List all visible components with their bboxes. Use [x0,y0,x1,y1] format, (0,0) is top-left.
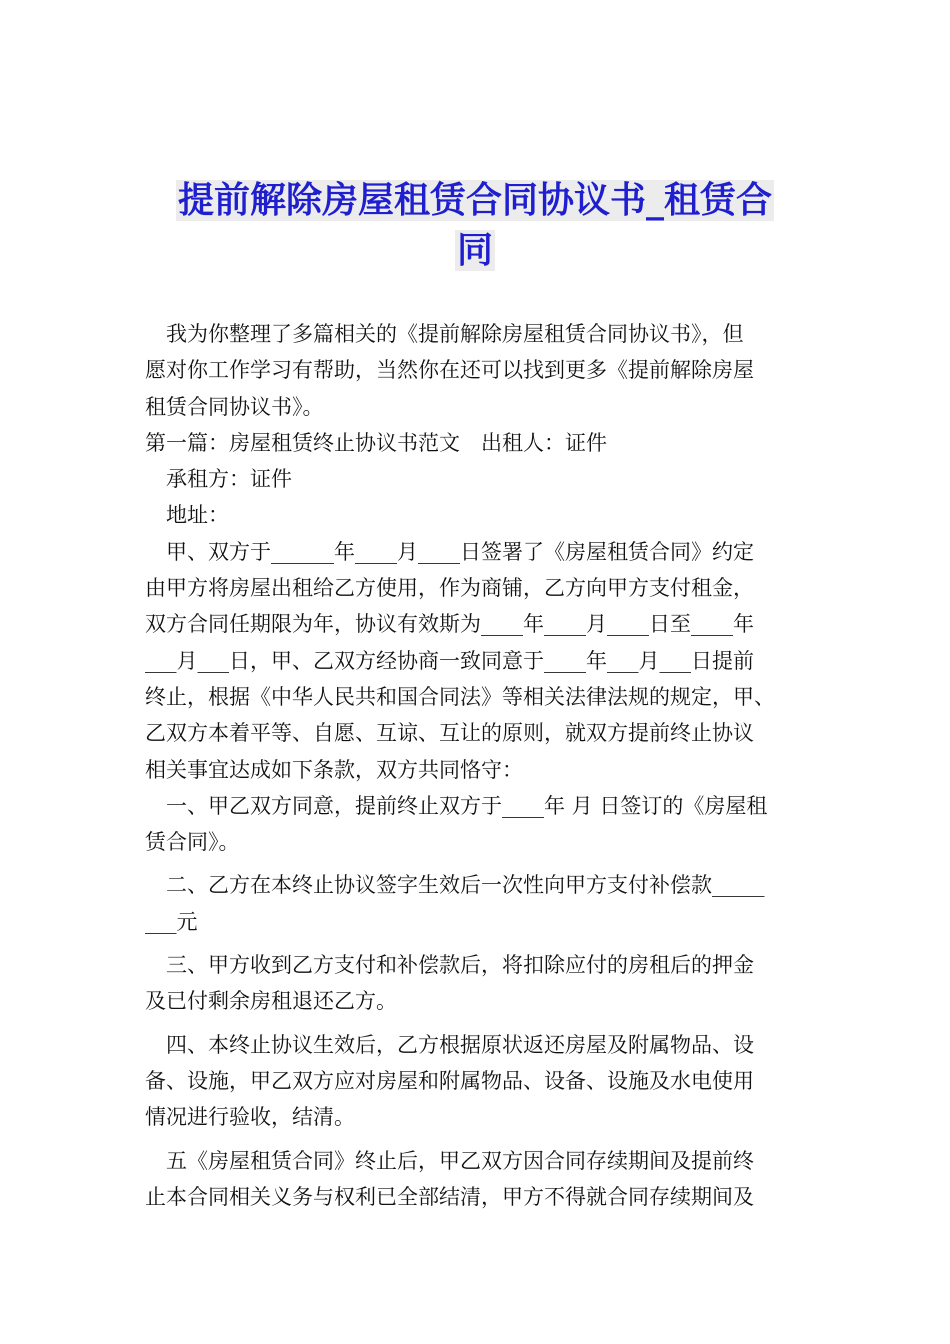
body-line: 租赁合同协议书》。 [145,394,324,419]
body-line: 第一篇：房屋租赁终止协议书范文 出租人：证件 [145,430,607,455]
body-line: 双方合同任期限为年，协议有效斯为____年____月____日至____年 [145,612,754,637]
title-line-text: 提前解除房屋租赁合同协议书_租赁合 [177,180,772,221]
body-line: 止本合同相关义务与权利已全部结清，甲方不得就合同存续期间及 [145,1184,754,1209]
body-line: 我为你整理了多篇相关的《提前解除房屋租赁合同协议书》，但 [145,322,744,346]
paragraph-gap [145,1020,805,1027]
body-line: 甲、双方于______年____月____日签署了《房屋租赁合同》约定 [145,539,754,564]
title-line [150,226,800,276]
body-line: 承租方：证件 [145,467,292,492]
paragraph-gap [145,860,805,867]
title-line-text: 同 [456,230,493,271]
paragraph-gap [145,1136,805,1143]
body-line: 备、设施，甲乙双方应对房屋和附属物品、设备、设施及水电使用 [145,1068,754,1093]
body-line: 一、甲乙双方同意，提前终止双方于____年 月 日签订的《房屋租 [145,793,768,818]
body-line: 二、乙方在本终止协议签字生效后一次性向甲方支付补偿款_____ [145,873,765,898]
body-line: 五《房屋租赁合同》终止后，甲乙双方因合同存续期间及提前终 [145,1148,754,1173]
body-line: ___月___日，甲、乙双方经协商一致同意于____年___月___日提前 [145,648,754,673]
document-body [145,316,805,1215]
body-line: 乙双方本着平等、自愿、互谅、互让的原则，就双方提前终止协议 [145,721,754,746]
body-line: 及已付剩余房租退还乙方。 [145,989,397,1014]
body-line: 由甲方将房屋出租给乙方使用，作为商铺，乙方向甲方支付租金， [145,576,754,601]
body-line: 愿对你工作学习有帮助，当然你在还可以找到更多《提前解除房屋 [145,358,754,383]
body-line: ___元 [145,909,198,934]
body-line: 相关事宜达成如下条款，双方共同恪守： [145,757,523,782]
body-line: 终止，根据《中华人民共和国合同法》等相关法律法规的规定，甲、 [145,684,775,709]
document-title [150,176,800,276]
body-line: 四、本终止协议生效后，乙方根据原状返还房屋及附属物品、设 [145,1032,754,1057]
body-line: 情况进行验收，结清。 [145,1105,355,1130]
body-line: 三、甲方收到乙方支付和补偿款后，将扣除应付的房租后的押金 [145,953,754,978]
title-line [150,176,800,226]
body-line: 地址： [145,503,229,528]
paragraph-gap [145,940,805,947]
body-line: 赁合同》。 [145,830,240,855]
